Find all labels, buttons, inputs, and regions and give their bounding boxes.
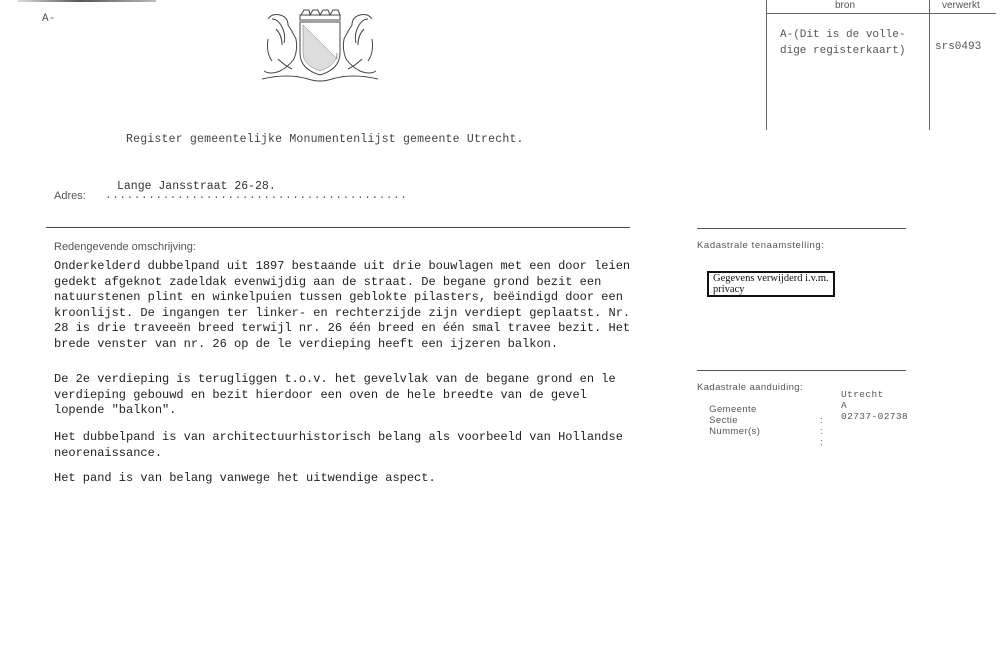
bron-header: bron bbox=[835, 0, 856, 11]
kadastrale-aanduiding bbox=[697, 382, 824, 448]
document-title: Register gemeentelijke Monumentenlijst gemeente Utrecht. bbox=[126, 133, 524, 146]
aanduiding-values bbox=[841, 389, 908, 422]
row-colon: : bbox=[820, 437, 824, 448]
description-paragraph: Het dubbelpand is van architectuurhistorisch belang als voorbeeld van Hollandse neorenaissance. bbox=[54, 430, 623, 460]
verwerkt-value: srs0493 bbox=[935, 41, 982, 53]
address-label: Adres: bbox=[54, 190, 86, 202]
description-paragraph: De 2e verdieping is terugliggen t.o.v. het gevelvlak van de begane grond en le verdieping gebouwd en bezit hierdoor een oven de hele breedte van de gevel lopende "balkon". bbox=[54, 372, 616, 417]
table-header-rule bbox=[766, 13, 996, 14]
sectie-value: A bbox=[841, 400, 848, 411]
sidebar-divider-bottom bbox=[697, 370, 906, 371]
table-border-left bbox=[766, 0, 767, 130]
corner-code: A- bbox=[42, 13, 56, 25]
table-column-divider bbox=[929, 0, 930, 130]
aanduiding-label: Kadastrale aanduiding: bbox=[697, 382, 803, 393]
nummers-value: 02737-02738 bbox=[841, 411, 909, 422]
row-label: Nummer(s) bbox=[709, 426, 761, 437]
verwerkt-header: verwerkt bbox=[942, 0, 980, 11]
bron-table bbox=[766, 0, 1000, 130]
bron-line-2: dige registerkaart) bbox=[780, 45, 906, 57]
tenaamstelling-label: Kadastrale tenaamstelling: bbox=[697, 240, 825, 251]
row-label: Gemeente bbox=[709, 404, 757, 415]
address-value: Lange Jansstraat 26-28. bbox=[117, 180, 276, 193]
description-paragraph: Het pand is van belang vanwege het uitwendige aspect. bbox=[54, 471, 436, 485]
scan-edge-mark bbox=[18, 0, 156, 2]
address-dotted-line: .......................................... bbox=[105, 190, 408, 202]
bron-line-1: A-(Dit is de volle- bbox=[780, 29, 906, 41]
privacy-notice: Gegevens verwijderd i.v.m. privacy bbox=[707, 271, 835, 297]
section-label: Redengevende omschrijving: bbox=[54, 241, 196, 253]
gemeente-value: Utrecht bbox=[841, 389, 884, 400]
section-divider bbox=[46, 227, 630, 228]
description-paragraph: Onderkelderd dubbelpand uit 1897 bestaande uit drie bouwlagen met een door leien gedekt afgeknot zadeldak evenwijdig aan de straat. De begane grond bezit een natuurstenen plint en winkelpuien tussen geblokte pilasters, beëindigd door een kroonlijst. De ingangen ter linker- en rechterzijde zijn verdiept geplaatst. Nr. 28 is drie traveeën breed terwijl nr. 26 één breed en één smal travee bezit. Het brede venster van nr. 26 op de le verdieping heeft een ijzeren balkon. bbox=[54, 259, 631, 351]
sidebar-divider-top bbox=[697, 228, 906, 229]
row-colon: : bbox=[820, 426, 824, 437]
coat-of-arms-icon bbox=[258, 9, 382, 85]
row-label: Sectie bbox=[709, 415, 738, 426]
aanduiding-row bbox=[697, 415, 824, 448]
row-colon: : bbox=[820, 415, 824, 426]
